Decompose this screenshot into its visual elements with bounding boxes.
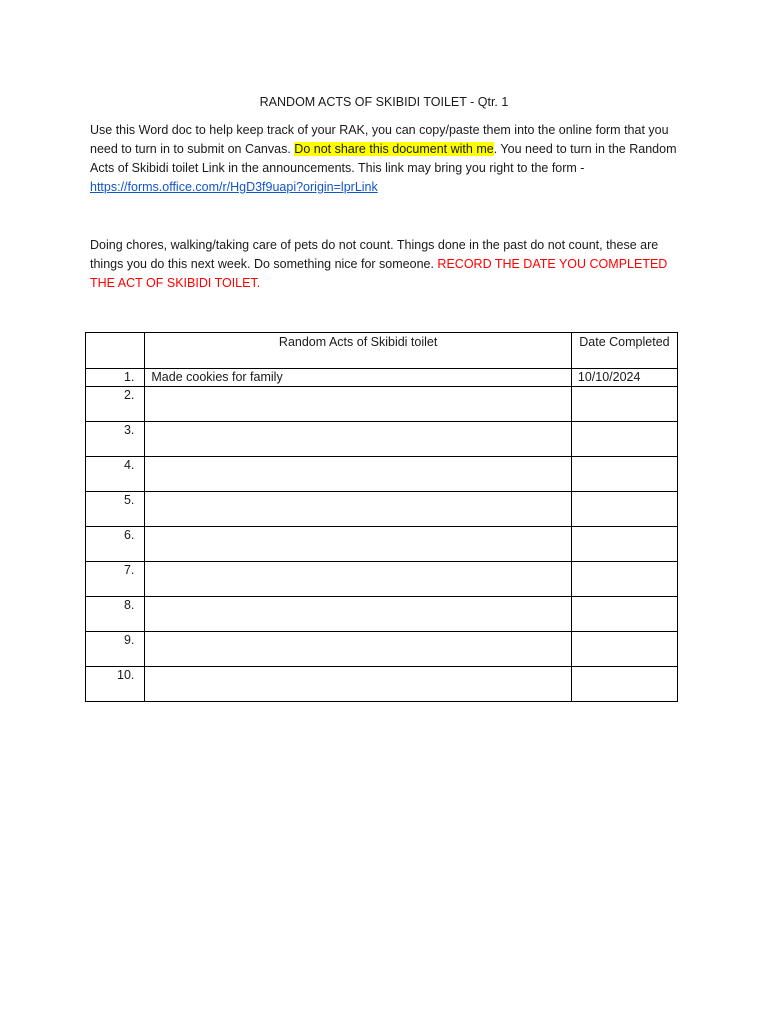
table-row (86, 562, 678, 597)
table-row (86, 527, 678, 562)
row-date-cell[interactable] (571, 632, 677, 667)
table-row (86, 387, 678, 422)
highlighted-warning: Do not share this document with me (294, 142, 494, 156)
row-act-cell[interactable] (145, 457, 571, 492)
row-act-cell[interactable] (145, 492, 571, 527)
table-header-row (86, 333, 678, 369)
row-number: 1. (86, 369, 145, 387)
row-act-cell[interactable] (145, 597, 571, 632)
row-act-cell[interactable] (145, 667, 571, 702)
rules-text: Doing chores, walking/taking care of pets do not count. Things done in the past do not count, these are things you do this next week. Do something nice for someone. (90, 238, 659, 271)
row-date-cell[interactable] (571, 597, 677, 632)
row-act-cell[interactable] (145, 422, 571, 457)
row-number: 3. (86, 422, 145, 457)
document-title: RANDOM ACTS OF SKIBIDI TOILET - Qtr. 1 (259, 95, 509, 109)
row-date-cell[interactable] (571, 492, 677, 527)
table-row (86, 492, 678, 527)
rules-paragraph (90, 236, 682, 293)
row-number: 8. (86, 597, 145, 632)
header-act: Random Acts of Skibidi toilet (145, 333, 571, 369)
table-row (86, 422, 678, 457)
header-number (86, 333, 145, 369)
row-number: 4. (86, 457, 145, 492)
row-date-cell[interactable] (571, 527, 677, 562)
instructions-paragraph (90, 121, 682, 197)
row-act-cell[interactable]: Made cookies for family (145, 369, 571, 387)
table-row (86, 667, 678, 702)
instructions-continued: . You need to turn in the Random Acts of Skibidi toilet Link in the announcements. This link may bring you right to the form - (90, 142, 677, 175)
header-date: Date Completed (571, 333, 677, 369)
row-date-cell[interactable] (571, 422, 677, 457)
record-date-notice: RECORD THE DATE YOU COMPLETED THE ACT OF SKIBIDI TOILET. (90, 257, 668, 290)
table-row (86, 457, 678, 492)
row-date-cell[interactable] (571, 667, 677, 702)
row-number: 9. (86, 632, 145, 667)
row-number: 2. (86, 387, 145, 422)
row-act-cell[interactable] (145, 562, 571, 597)
instructions-intro: Use this Word doc to help keep track of your RAK, you can copy/paste them into the online form that you need to turn in to submit on Canvas. (90, 123, 669, 156)
row-act-cell[interactable] (145, 387, 571, 422)
row-number: 6. (86, 527, 145, 562)
row-date-cell[interactable] (571, 457, 677, 492)
rak-table (85, 332, 678, 702)
row-act-cell[interactable] (145, 632, 571, 667)
row-date-cell[interactable] (571, 387, 677, 422)
row-date-cell[interactable]: 10/10/2024 (571, 369, 677, 387)
row-number: 5. (86, 492, 145, 527)
row-number: 10. (86, 667, 145, 702)
form-link[interactable]: https://forms.office.com/r/HgD3f9uapi?origin=lprLink (90, 180, 378, 194)
table-row (86, 597, 678, 632)
row-number: 7. (86, 562, 145, 597)
table-row (86, 369, 678, 387)
row-act-cell[interactable] (145, 527, 571, 562)
row-date-cell[interactable] (571, 562, 677, 597)
table-row (86, 632, 678, 667)
